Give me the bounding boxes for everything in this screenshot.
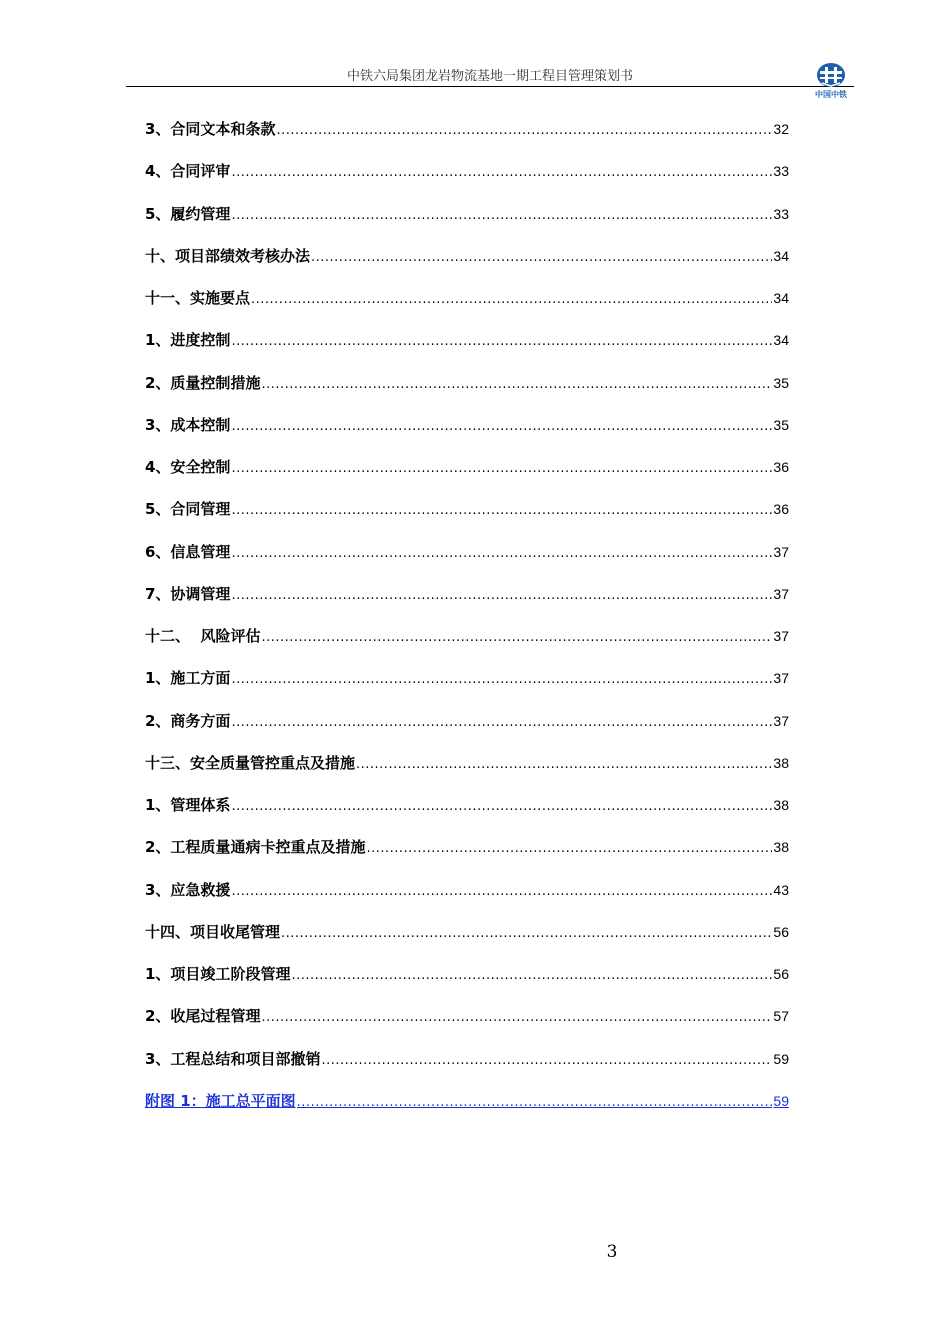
toc-entry-page: 38	[773, 797, 789, 813]
toc-leader-dots	[356, 757, 772, 772]
toc-entry[interactable]	[145, 287, 789, 329]
logo-text: 中国中铁	[815, 90, 847, 99]
toc-entry-label: 2、质量控制措施	[145, 373, 261, 392]
toc-leader-dots	[231, 503, 772, 518]
toc-entry-page: 37	[773, 670, 789, 687]
toc-entry-label: 2、商务方面	[145, 711, 231, 730]
toc-entry[interactable]	[145, 203, 789, 245]
toc-entry[interactable]	[145, 160, 789, 202]
toc-entry-page: 56	[773, 966, 789, 982]
page-header	[126, 64, 854, 87]
toc-leader-dots	[231, 461, 772, 476]
toc-entry[interactable]	[145, 329, 789, 371]
toc-entry[interactable]	[145, 963, 789, 1005]
toc-entry-page: 37	[773, 628, 789, 644]
toc-entry-label[interactable]: 附图 1：施工总平面图	[145, 1091, 296, 1110]
toc-leader-dots	[231, 165, 772, 180]
toc-entry[interactable]	[145, 1048, 789, 1090]
toc-entry[interactable]	[145, 498, 789, 540]
toc-entry-page: 33	[773, 205, 789, 222]
toc-entry-page: 34	[773, 332, 789, 349]
toc-entry[interactable]	[145, 710, 789, 752]
toc-leader-dots	[231, 715, 772, 730]
toc-entry-label: 1、管理体系	[145, 796, 231, 814]
toc-entry-label: 4、安全控制	[145, 458, 231, 476]
toc-entry-label: 3、合同文本和条款	[145, 120, 276, 138]
toc-entry-label: 2、工程质量通病卡控重点及措施	[145, 838, 366, 857]
toc-entry-page: 37	[773, 543, 789, 560]
toc-entry-label: 十四、项目收尾管理	[145, 922, 281, 941]
toc-entry-page: 59	[773, 1050, 789, 1067]
toc-entry-page: 35	[773, 374, 789, 391]
toc-leader-dots[interactable]	[297, 1095, 773, 1110]
toc-entry-label: 1、进度控制	[145, 331, 231, 350]
toc-entry-page: 38	[773, 839, 789, 856]
toc-entry-label: 5、履约管理	[145, 204, 231, 223]
page-number: 3	[606, 1242, 618, 1262]
toc-entry[interactable]	[145, 414, 789, 456]
toc-entry-page: 34	[773, 247, 789, 264]
toc-entry-label: 4、合同评审	[145, 162, 231, 181]
table-of-contents	[145, 118, 789, 1132]
toc-entry-page: 34	[773, 290, 789, 306]
toc-leader-dots	[251, 292, 772, 307]
toc-entry[interactable]	[145, 794, 789, 836]
toc-entry[interactable]	[145, 456, 789, 498]
toc-entry-label: 十二、 风险评估	[145, 627, 261, 645]
toc-leader-dots	[281, 926, 772, 941]
toc-entry-page: 56	[773, 923, 789, 940]
toc-entry-label: 7、协调管理	[145, 584, 231, 603]
toc-leader-dots	[276, 123, 772, 138]
toc-entry[interactable]	[145, 245, 789, 287]
toc-entry-page: 37	[773, 712, 789, 729]
toc-entry-page[interactable]: 59	[773, 1092, 789, 1109]
toc-entry[interactable]	[145, 583, 789, 625]
toc-entry-page: 37	[773, 585, 789, 602]
toc-entry-label: 5、合同管理	[145, 500, 231, 519]
toc-entry-page: 32	[773, 121, 789, 137]
toc-entry[interactable]	[145, 836, 789, 878]
toc-entry-label: 1、施工方面	[145, 669, 231, 688]
toc-entry-label: 十三、安全质量管控重点及措施	[145, 753, 356, 772]
toc-entry[interactable]	[145, 118, 789, 160]
toc-entry[interactable]	[145, 667, 789, 709]
toc-leader-dots	[231, 799, 772, 814]
toc-entry[interactable]	[145, 1005, 789, 1047]
toc-entry[interactable]	[145, 625, 789, 667]
toc-entry-label: 2、收尾过程管理	[145, 1007, 261, 1026]
toc-leader-dots	[231, 884, 772, 899]
document-title: 中铁六局集团龙岩物流基地一期工程目管理策划书	[346, 69, 633, 84]
toc-entry[interactable]	[145, 879, 789, 921]
toc-entry-label: 3、成本控制	[145, 415, 231, 434]
toc-entry-page: 35	[773, 416, 789, 433]
toc-leader-dots	[291, 968, 772, 983]
toc-entry-label: 3、工程总结和项目部撤销	[145, 1049, 321, 1068]
toc-leader-dots	[231, 546, 772, 561]
toc-entry-page: 43	[773, 881, 789, 898]
toc-leader-dots	[231, 334, 772, 349]
toc-leader-dots	[261, 630, 772, 645]
toc-entry-label: 1、项目竣工阶段管理	[145, 965, 291, 983]
toc-entry-label: 十一、实施要点	[145, 289, 251, 307]
company-logo	[808, 62, 854, 100]
toc-leader-dots	[321, 1053, 772, 1068]
toc-entry[interactable]	[145, 541, 789, 583]
toc-leader-dots	[231, 208, 772, 223]
toc-entry[interactable]	[145, 752, 789, 794]
toc-entry-label: 3、应急救援	[145, 880, 231, 899]
toc-leader-dots	[261, 377, 772, 392]
toc-leader-dots	[311, 250, 772, 265]
toc-entry-page: 33	[773, 163, 789, 180]
toc-leader-dots	[261, 1010, 772, 1025]
toc-entry-page: 36	[773, 501, 789, 518]
toc-entry[interactable]	[145, 921, 789, 963]
toc-leader-dots	[366, 841, 772, 856]
toc-entry-page: 36	[773, 459, 789, 475]
toc-entry[interactable]	[145, 372, 789, 414]
toc-entry-link[interactable]	[145, 1090, 789, 1132]
toc-leader-dots	[231, 588, 772, 603]
toc-entry-label: 6、信息管理	[145, 542, 231, 561]
toc-leader-dots	[231, 419, 772, 434]
toc-leader-dots	[231, 672, 772, 687]
toc-entry-page: 57	[773, 1008, 789, 1025]
toc-entry-page: 38	[773, 754, 789, 771]
toc-entry-label: 十、项目部绩效考核办法	[145, 246, 311, 265]
crec-logo-icon	[816, 62, 846, 88]
